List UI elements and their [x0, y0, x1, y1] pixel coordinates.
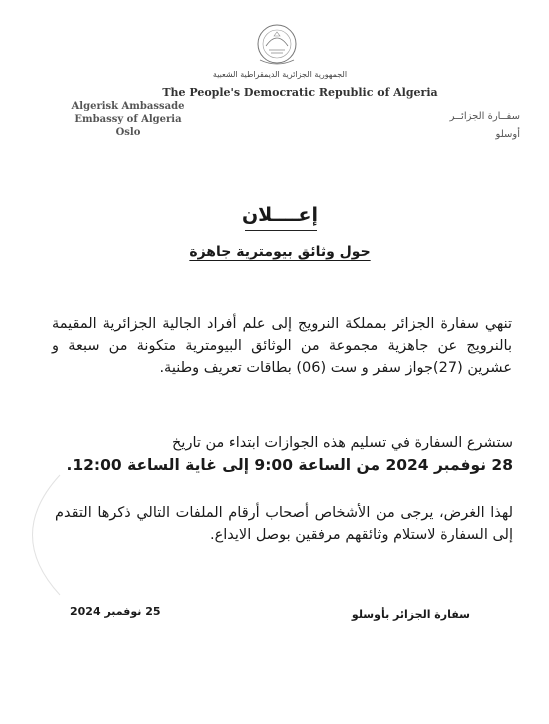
- faint-stamp-mark: [0, 470, 70, 600]
- embassy-header-latin: [68, 100, 188, 139]
- embassy-name-norwegian: Algerisk Ambassade: [71, 101, 185, 112]
- embassy-name-english: Embassy of Algeria: [74, 114, 182, 125]
- republic-name-arabic: الجمهورية الجزائرية الديمقراطية الشعبية: [212, 70, 348, 79]
- embassy-header-arabic: [410, 108, 520, 144]
- distribution-start-text: ستشرع السفارة في تسليم هذه الجوازات ابتداء من تاريخ: [172, 435, 513, 451]
- republic-name-english: The People's Democratic Republic of Algeria: [162, 86, 438, 99]
- page-subtitle: حول وثائق بيومترية جاهزة: [189, 244, 371, 260]
- document-date: 25 نوفمبر 2024: [70, 605, 161, 618]
- title-underline: [245, 230, 317, 231]
- announcement-paragraph-2: [58, 432, 513, 476]
- algeria-emblem-icon: [252, 22, 302, 68]
- embassy-name-arabic: سفــارة الجزائــر: [449, 111, 520, 122]
- page-title: إعــــلان: [241, 204, 319, 226]
- embassy-city: Oslo: [115, 127, 141, 138]
- announcement-paragraph-1: تنهي سفارة الجزائر بمملكة النرويج إلى علم أفراد الجالية الجزائرية المقيمة بالنرويج عن جاهزية مجموعة من الوثائق البيومترية متكونة من سبعة و عشرين (27)جواز سفر و ست (06) بطاقات تعريف وطنية.: [52, 316, 512, 376]
- distribution-date-time: 28 نوفمبر 2024 من الساعة 9:00 إلى غاية الساعة 12:00.: [66, 456, 513, 474]
- embassy-city-arabic: أوسلو: [495, 129, 520, 140]
- announcement-paragraph-3: لهذا الغرض، يرجى من الأشخاص أصحاب أرقام الملفات التالي ذكرها التقدم إلى السفارة لاستلام وثائقهم مرفقين بوصل الايداع.: [55, 505, 513, 543]
- signature-line: سفارة الجزائر بأوسلو: [351, 608, 470, 621]
